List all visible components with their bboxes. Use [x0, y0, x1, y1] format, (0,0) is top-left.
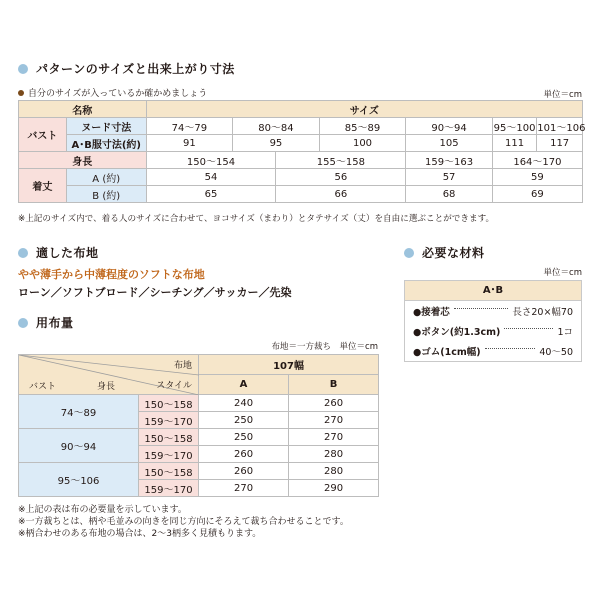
height-value: 164〜170	[492, 152, 582, 169]
col-b: B	[289, 375, 379, 395]
height-range: 150〜158	[139, 463, 199, 480]
ab-value: 100	[319, 135, 406, 152]
ab-label: A･B服寸法(約)	[66, 135, 146, 152]
bust-range: 95〜106	[19, 463, 139, 497]
section-title-fabric-amount	[18, 314, 74, 331]
ab-value: 105	[406, 135, 493, 152]
amount-a: 260	[199, 463, 289, 480]
ab-value: 91	[146, 135, 233, 152]
length-b-value: 66	[276, 186, 406, 203]
height-value: 155〜158	[276, 152, 406, 169]
material-item	[405, 301, 581, 321]
subtitle-text: 自分のサイズが入っているか確かめましょう	[28, 89, 208, 99]
material-name: ●接着芯	[413, 307, 450, 318]
size-note: ※上記のサイズ内で、着る人のサイズに合わせて、ヨコサイズ（まわり）とタテサイズ（丈）を自由に選ぶことができます。	[18, 214, 495, 224]
height-range: 159〜170	[139, 412, 199, 429]
amount-a: 250	[199, 412, 289, 429]
section-title-text: 必要な材料	[422, 246, 485, 260]
size-check-subtitle	[18, 86, 207, 99]
height-range: 150〜158	[139, 429, 199, 446]
width-label: 107幅	[199, 355, 379, 375]
nude-value: 101〜106	[537, 118, 583, 135]
length-b-value: 69	[492, 186, 582, 203]
fabric-amount-table	[18, 354, 379, 497]
col-a: A	[199, 375, 289, 395]
height-value: 150〜154	[146, 152, 276, 169]
materials-unit: 単位＝cm	[543, 268, 582, 278]
bullet-small-icon	[18, 90, 24, 96]
nude-value: 74〜79	[146, 118, 233, 135]
fabric-note: ※一方裁ちとは、柄や毛並みの向きを同じ方向にそろえて裁ち合わせることです。	[18, 517, 349, 527]
amount-b: 260	[289, 395, 379, 412]
material-item	[405, 321, 581, 341]
section-title-text: 用布量	[36, 316, 74, 330]
bust-range: 74〜89	[19, 395, 139, 429]
height-range: 159〜170	[139, 446, 199, 463]
bullet-dot-icon	[18, 248, 28, 258]
bust-label: バスト	[19, 118, 67, 152]
material-item	[405, 341, 581, 361]
nude-label: ヌード寸法	[66, 118, 146, 135]
length-b-value: 68	[406, 186, 493, 203]
fabric-note: ※柄合わせのある布地の場合は、2〜3柄多く見積もります。	[18, 529, 262, 539]
length-b-label: B (約)	[66, 186, 146, 203]
amount-b: 280	[289, 446, 379, 463]
ab-value: 95	[233, 135, 320, 152]
header-size: サイズ	[146, 101, 582, 118]
section-title-materials	[404, 244, 485, 261]
section-title-fabric	[18, 244, 99, 261]
nude-value: 85〜89	[319, 118, 406, 135]
bust-range: 90〜94	[19, 429, 139, 463]
amount-b: 270	[289, 429, 379, 446]
diag-style-label: スタイル	[156, 381, 193, 391]
amount-a: 260	[199, 446, 289, 463]
ab-value: 111	[492, 135, 536, 152]
length-a-value: 59	[492, 169, 582, 186]
height-range: 150〜158	[139, 395, 199, 412]
materials-box	[404, 280, 582, 362]
height-label: 身長	[19, 152, 147, 169]
fabric-amount-unit: 布地＝一方裁ち 単位＝cm	[271, 342, 378, 352]
nude-value: 80〜84	[233, 118, 320, 135]
diagonal-header-cell	[19, 355, 199, 395]
materials-header: A･B	[405, 281, 581, 301]
bullet-dot-icon	[404, 248, 414, 258]
bullet-dot-icon	[18, 318, 28, 328]
material-name: ●ボタン(約1.3cm)	[413, 327, 501, 338]
length-a-value: 57	[406, 169, 493, 186]
fabric-line-1: やや薄手から中薄程度のソフトな布地	[18, 268, 205, 281]
amount-b: 280	[289, 463, 379, 480]
length-label: 着丈	[19, 169, 67, 203]
length-a-value: 56	[276, 169, 406, 186]
dotted-leader	[504, 328, 553, 329]
length-a-value: 54	[146, 169, 276, 186]
nude-value: 95〜100	[492, 118, 536, 135]
amount-a: 250	[199, 429, 289, 446]
length-b-value: 65	[146, 186, 276, 203]
dotted-leader	[454, 308, 509, 309]
amount-a: 240	[199, 395, 289, 412]
header-name: 名称	[19, 101, 147, 118]
diag-fabric-label: 布地	[174, 361, 193, 371]
section-title-pattern-size	[18, 60, 235, 77]
amount-b: 290	[289, 480, 379, 497]
ab-value: 117	[537, 135, 583, 152]
height-range: 159〜170	[139, 480, 199, 497]
diag-height-label: 身長	[97, 382, 116, 392]
fabric-line-2: ローン／ソフトブロード／シーチング／サッカー／先染	[18, 286, 292, 299]
material-name: ●ゴム(1cm幅)	[413, 347, 481, 358]
material-value: 40〜50	[539, 347, 573, 358]
dotted-leader	[485, 348, 536, 349]
fabric-note: ※上記の表は布の必要量を示しています。	[18, 505, 187, 515]
section-title-text: 適した布地	[36, 246, 99, 260]
section-title-text: パターンのサイズと出来上がり寸法	[36, 62, 235, 76]
unit-label: 単位＝cm	[543, 90, 582, 100]
nude-value: 90〜94	[406, 118, 493, 135]
amount-a: 270	[199, 480, 289, 497]
material-value: 1コ	[557, 327, 573, 338]
amount-b: 270	[289, 412, 379, 429]
diag-bust-label: バスト	[29, 382, 57, 392]
material-value: 長さ20×幅70	[512, 307, 573, 318]
height-value: 159〜163	[406, 152, 493, 169]
size-table	[18, 100, 586, 203]
length-a-label: A (約)	[66, 169, 146, 186]
bullet-dot-icon	[18, 64, 28, 74]
